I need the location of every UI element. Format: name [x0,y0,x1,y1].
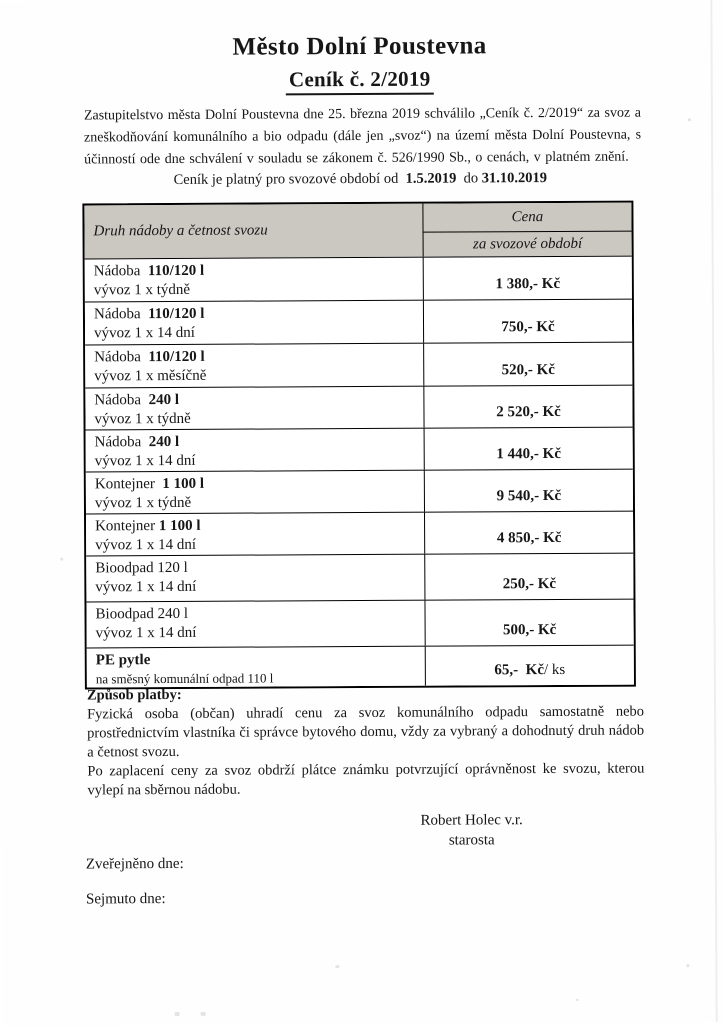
signature-name: Robert Holec v.r. [420,812,523,829]
item-price: 1 440,- Kč [496,445,562,463]
item-name-line: Nádoba 110/120 l [93,262,205,280]
item-cell [85,387,424,430]
item-cell [87,647,426,688]
scan-speck [201,1012,206,1016]
payment-section [87,684,645,801]
table-row [86,599,633,648]
scan-edge-artifact [710,0,717,1022]
price-period-subheader: za svozové období [472,235,583,252]
signature-role: starosta [448,832,495,849]
validity-line [0,166,722,192]
item-name-line: Kontejner 1 100 l [95,517,201,535]
removed-date-line: Sejmuto dne: [85,891,166,908]
item-cell [86,471,425,514]
price-cell [424,300,632,343]
payment-heading: Způsob platby: [86,686,182,704]
price-cell [426,646,634,686]
item-price: 65,- Kč [494,662,545,679]
item-frequency: vývoz 1 x 14 dní [95,536,197,554]
table-row [87,645,634,688]
price-unit-suffix: / ks [543,661,566,679]
scan-speck [60,558,63,561]
item-name-line: Kontejner 1 100 l [94,475,205,493]
published-date-line: Zveřejněno dne: [85,855,184,873]
item-price: 250,- Kč [502,575,557,593]
scan-speck [686,964,689,967]
table-row [86,469,633,514]
item-frequency: vývoz 1 x 14 dní [95,578,197,596]
table-row [86,553,633,602]
table-row [86,427,633,472]
scan-speck [175,1012,180,1016]
table-header-row [84,203,631,259]
document-subtitle: Ceník č. 2/2019 [286,67,434,96]
document-subtitle-wrap [0,65,722,97]
item-price: 750,- Kč [501,318,555,336]
item-price: 2 520,- Kč [496,403,561,421]
validity-middle: do [456,170,482,187]
item-cell [86,601,425,648]
price-cell [425,470,633,512]
table-row [85,342,632,388]
price-cell [425,600,633,646]
price-cell [425,512,633,554]
item-price: 520,- Kč [501,361,555,379]
intro-paragraph: Zastupitelstvo města Dolní Poustevna dne 25. března 2019 schválilo „Ceník č. 2/2019“ za svoz a zneškodňování komunálního a bio odpadu (dále jen „svoz“) na území města Dolní Poustevna, s účinností ode dne schválení v souladu se zákonem č. 526/1990 Sb., o cenách, v platném znění. [83,105,642,168]
price-cell [424,386,632,428]
item-name-line: Nádoba 240 l [94,433,180,451]
item-name-line: PE pytle [95,652,151,669]
payment-paragraph-2: Po zaplacení ceny za svoz obdrží plátce známku potvrzující oprávněnost ke svozu, kterou vylepí na sběrnou nádobu. [87,760,645,799]
item-cell [86,513,425,556]
item-frequency: vývoz 1 x 14 dní [94,452,196,470]
type-column-header: Druh nádoby a četnost svozu [84,204,423,259]
item-price: 4 850,- Kč [496,529,562,547]
scan-speck [576,999,579,1001]
item-frequency: vývoz 1 x 14 dní [95,624,197,642]
table-row [85,256,632,302]
item-cell [85,344,424,388]
validity-prefix: Ceník je platný pro svozové období od [173,170,406,188]
item-name-line: Nádoba 110/120 l [94,348,205,366]
price-cell [424,257,632,300]
price-cell [424,343,632,386]
signature-block [377,810,567,851]
item-frequency: na směsný komunální odpad 110 l [95,670,274,687]
validity-date-from: 1.5.2019 [405,170,457,187]
price-cell [425,554,633,600]
price-table [82,201,636,690]
item-frequency: vývoz 1 x 14 dní [94,324,195,342]
price-header-label: Cena [423,203,631,233]
document-title: Město Dolní Poustevna [232,32,487,61]
item-name-line: Bioodpad 240 l [95,605,189,623]
scan-speck [335,965,339,968]
item-name-line: Nádoba 110/120 l [93,305,205,323]
item-frequency: vývoz 1 x týdně [94,410,191,428]
validity-date-to: 31.10.2019 [481,170,547,187]
item-frequency: vývoz 1 x týdně [93,281,191,299]
table-row [86,511,633,556]
item-cell [86,555,425,602]
table-row [85,299,632,345]
item-name-line: Bioodpad 120 l [95,559,188,577]
item-name-line: Nádoba 240 l [94,391,180,409]
payment-paragraph-1: Fyzická osoba (občan) uhradí cenu za svoz komunálního odpadu samostatně nebo prostřednictvím vlastníka či správce bytového domu, vždy za vybraný a dohodnutý druh nádob a četnost svozu. [87,703,645,761]
item-cell [85,258,424,302]
item-price: 9 540,- Kč [496,487,562,505]
item-frequency: vývoz 1 x týdně [94,494,192,512]
table-row [85,385,632,430]
scan-speck [688,118,691,121]
item-cell [86,429,425,472]
price-cell [425,428,633,470]
item-price: 500,- Kč [502,621,557,639]
item-frequency: vývoz 1 x měsíčně [94,367,207,385]
item-cell [85,301,424,345]
price-column-header [423,203,631,257]
item-price: 1 380,- Kč [495,275,561,293]
